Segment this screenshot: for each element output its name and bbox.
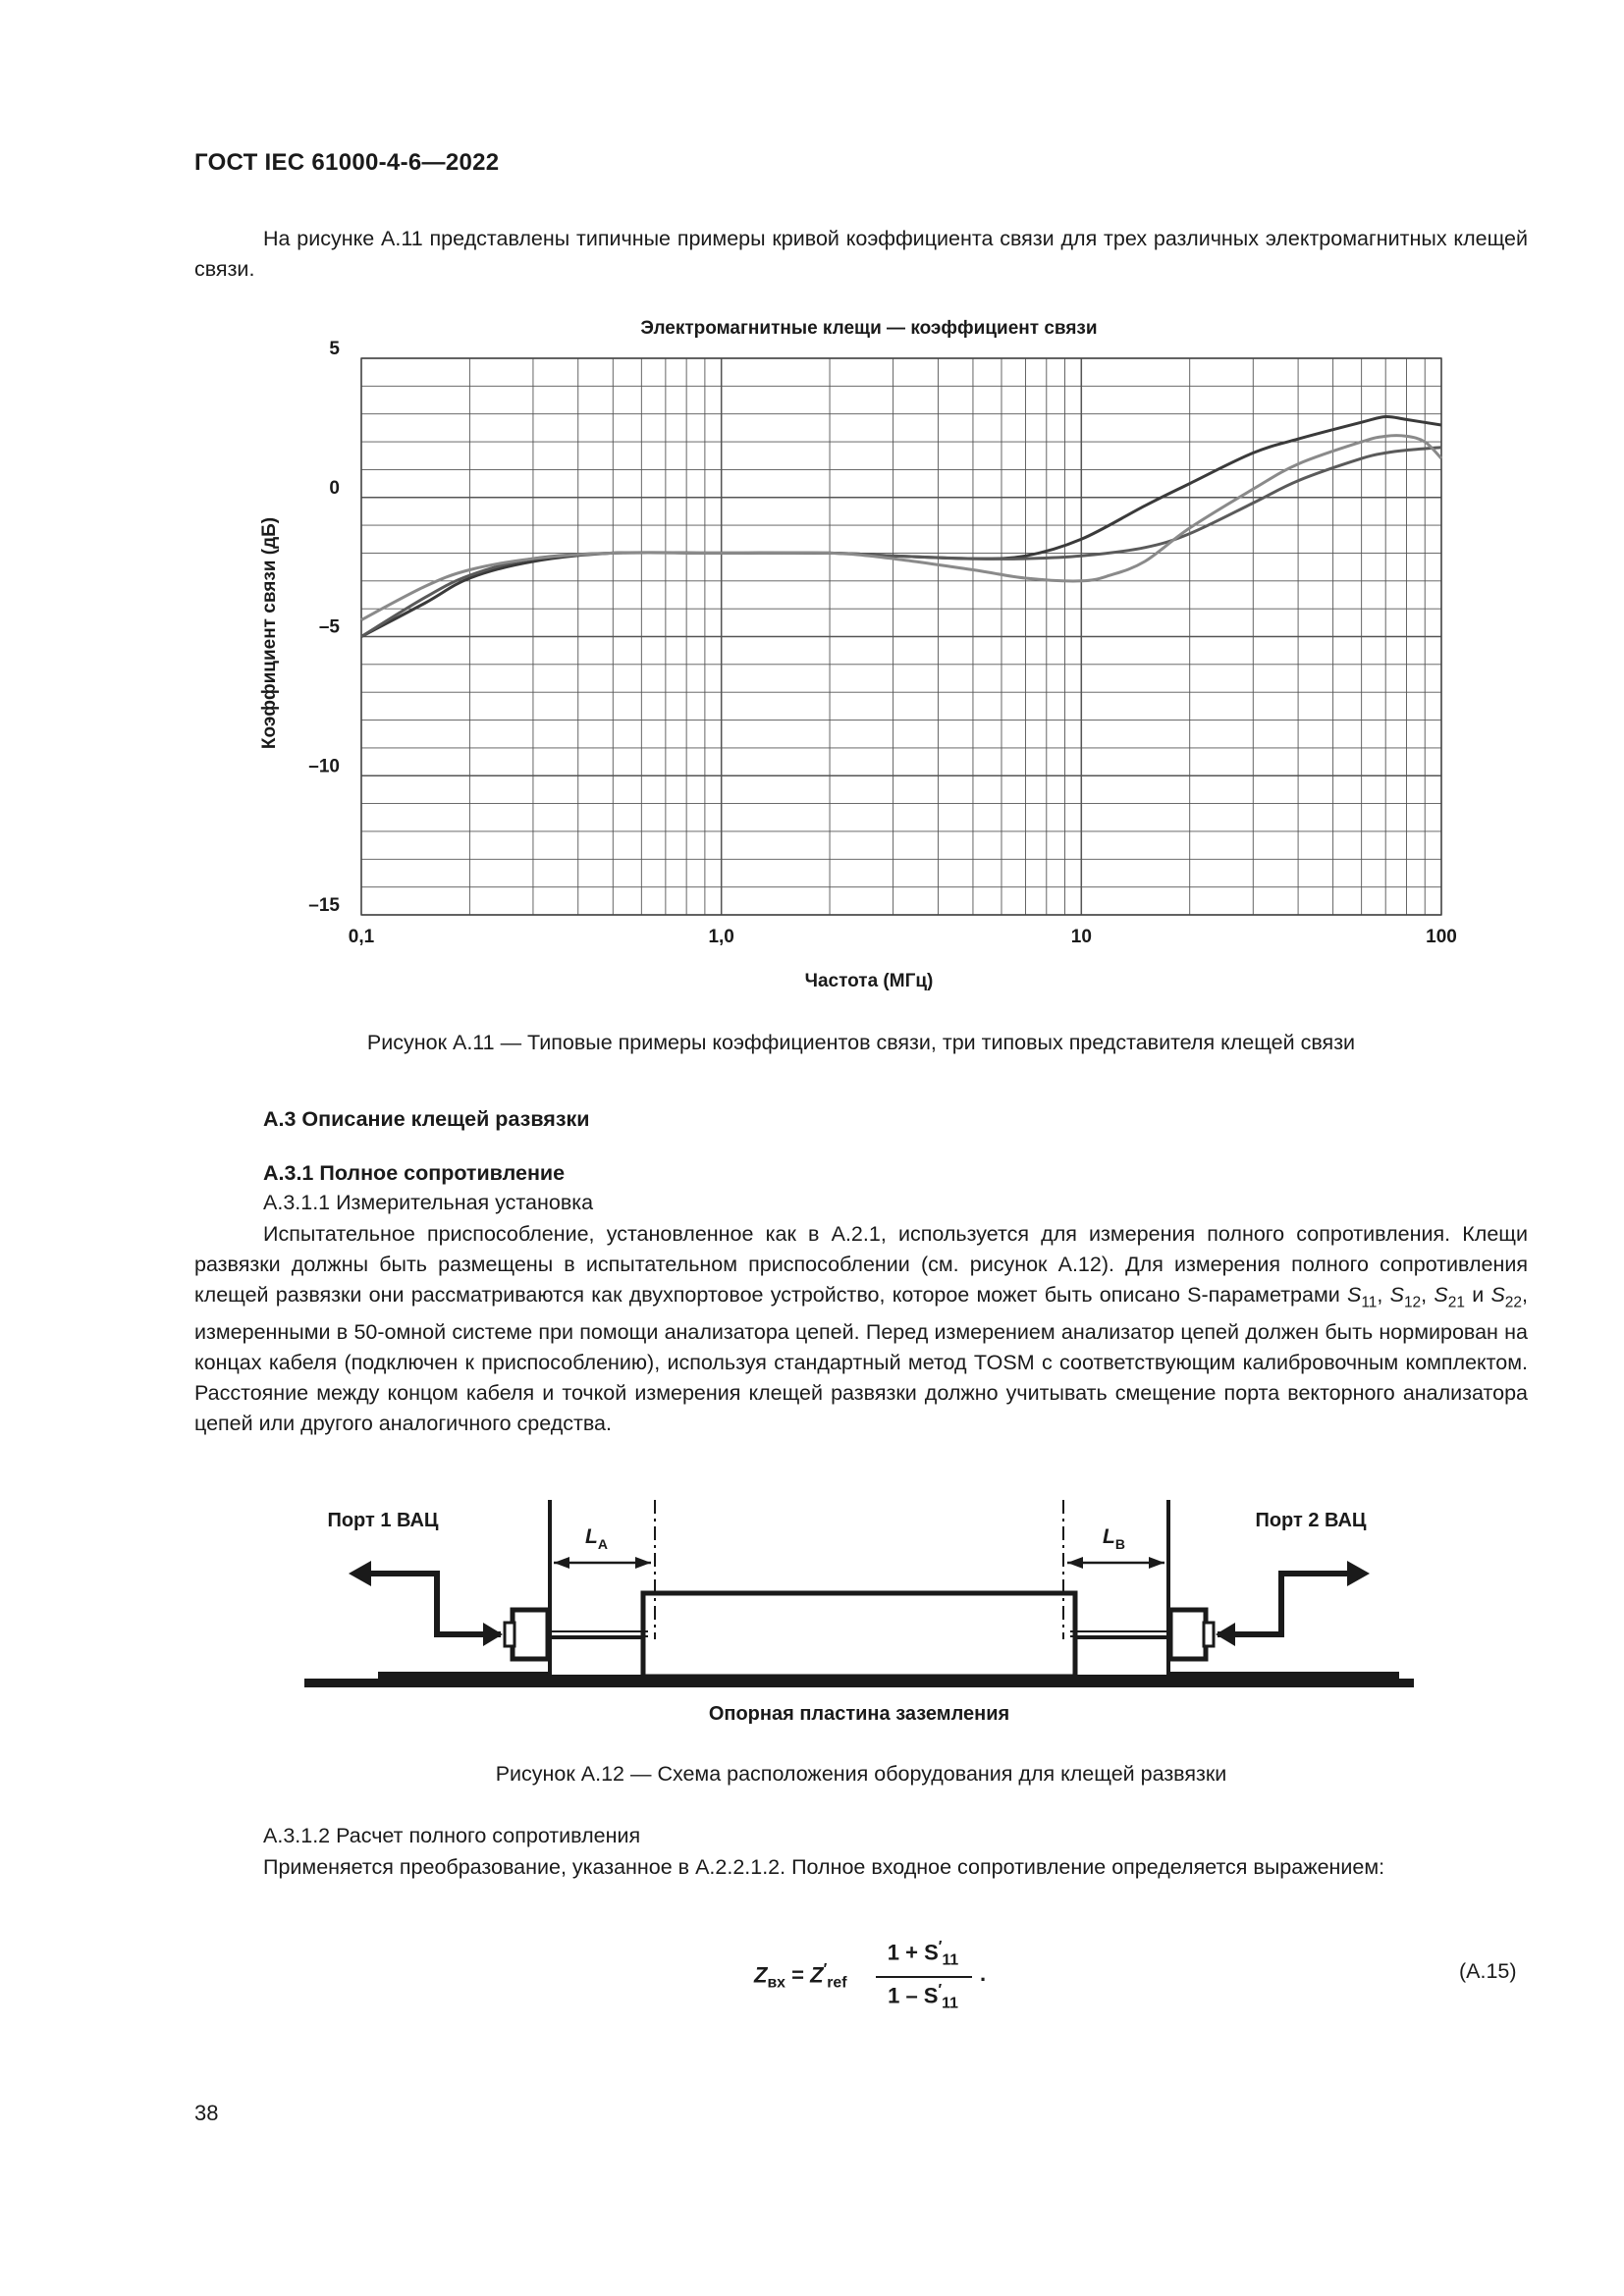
formula-dot: . [980,1961,987,1986]
series-line-clamp-2 [361,448,1441,637]
lb-label: $L_B$ [1103,1525,1125,1552]
fraction-bar [876,1976,972,1978]
formula-number: (А.15) [1459,1959,1517,1983]
chart-series [361,416,1441,636]
section-a312-heading: А.3.1.2 Расчет полного сопротивления [263,1824,641,1847]
document-header: ГОСТ IEC 61000-4-6—2022 [194,149,500,176]
port1-arrow-in [483,1623,503,1646]
x-tick-label: 100 [1426,927,1457,947]
ground-plane-label: Опорная пластина заземления [708,1703,1010,1725]
s-param-sub: 12 [1403,1294,1422,1311]
la-arrow-right [635,1557,651,1569]
la-label: $L_A$ [585,1525,608,1552]
x-tick-label: 1,0 [708,927,734,947]
x-tick-label: 0,1 [348,927,375,947]
port2-arrow-path [1218,1574,1350,1634]
port1-label: Порт 1 ВАЦ [327,1510,439,1531]
s-param-sub: 22 [1504,1294,1523,1311]
port1-arrow-path [368,1574,501,1634]
x-tick-labels [349,927,1457,947]
series-line-clamp-3 [361,436,1441,620]
section-a311-heading: А.3.1.1 Измерительная установка [263,1191,594,1214]
port2-label: Порт 2 ВАЦ [1255,1510,1367,1531]
decoupling-clamp-setup-diagram [295,1492,1424,1737]
port2-arrow-out [1347,1561,1370,1586]
paragraph-text: Испытательное приспособление, установленное как в А.2.1, используется для измерения полного сопротивления. Клещи развязки должны быть размещены в испытательном приспособлении (см. рисунок А.12). Для измерения полного сопротивления клещей развязки они рассматриваются как двухпортовое устройство, которое может быть описано S-параметрами [194,1222,1528,1307]
y-tick-label: 0 [329,477,340,499]
s-param: S [1490,1283,1505,1307]
series-line-clamp-1 [361,416,1441,636]
s-param: S [1389,1283,1404,1307]
separator: , [1421,1283,1435,1307]
formula-numerator: $1 + S'_{11}$ [887,1939,959,1969]
x-tick-label: 10 [1070,927,1092,947]
la-arrow-left [554,1557,569,1569]
chart-grid [361,358,1441,915]
s-param: S [1346,1283,1362,1307]
decoupling-clamp-box [643,1593,1075,1677]
right-connector [1170,1610,1206,1659]
lb-arrow-right [1149,1557,1164,1569]
figure-a12-caption: Рисунок А.12 — Схема расположения оборудования для клещей развязки [495,1762,1227,1786]
port2-arrow-in [1216,1623,1235,1646]
section-a312-paragraph: Применяется преобразование, указанное в А.2.2.1.2. Полное входное сопротивление определяется выражением: [263,1855,1385,1879]
x-axis-label: Частота (МГц) [804,971,934,991]
section-a31-heading: А.3.1 Полное сопротивление [263,1161,566,1185]
chart-title: Электромагнитные клещи — коэффициент связи [640,318,1098,339]
figure-a11-caption: Рисунок А.11 — Типовые примеры коэффициентов связи, три типовых представителя клещей связи [366,1031,1356,1054]
y-tick-labels [308,339,340,916]
separator: , [1377,1283,1390,1307]
page-number: 38 [194,2101,219,2125]
section-a311-paragraph [194,1219,1528,1439]
port1-arrow-out [349,1561,371,1586]
y-tick-label: –15 [308,895,340,916]
section-a3-heading: А.3 Описание клещей развязки [263,1107,590,1131]
coupling-factor-chart [245,304,1473,1001]
formula-denominator: $1 - S'_{11}$ [888,1982,958,2012]
s-param-sub: 21 [1447,1294,1465,1311]
y-axis-label: Коэффициент связи (дБ) [259,516,280,750]
intro-paragraph: На рисунке А.11 представлены типичные примеры кривой коэффициента связи для трех различных электромагнитных клещей связи. [194,227,1528,281]
formula-lhs: $Z_{вх} = Z'_{ref}$ [754,1961,847,1992]
lb-arrow-left [1067,1557,1083,1569]
left-support-block [550,1637,643,1677]
paragraph-text: , измеренными в 50-омной системе при помощи анализатора цепей. Перед измерением анализатор цепей должен быть нормирован на концах кабеля (подключен к приспособлению), используя стандартный метод TOSM с соответствующим калибровочным комплектом. Расстояние между концом кабеля и точкой измерения клещей развязки должно учитывать смещение порта векторного анализатора цепей или другого аналогичного средства. [194,1283,1528,1436]
s-param-sub: 11 [1361,1294,1378,1311]
separator: и [1464,1283,1491,1307]
right-support-block [1075,1637,1168,1677]
left-connector [513,1610,548,1659]
y-tick-label: –10 [308,756,340,777]
s-param: S [1434,1283,1448,1307]
y-tick-label: –5 [318,616,340,638]
formula-a15 [746,1939,1001,2017]
y-tick-label: 5 [329,339,340,359]
